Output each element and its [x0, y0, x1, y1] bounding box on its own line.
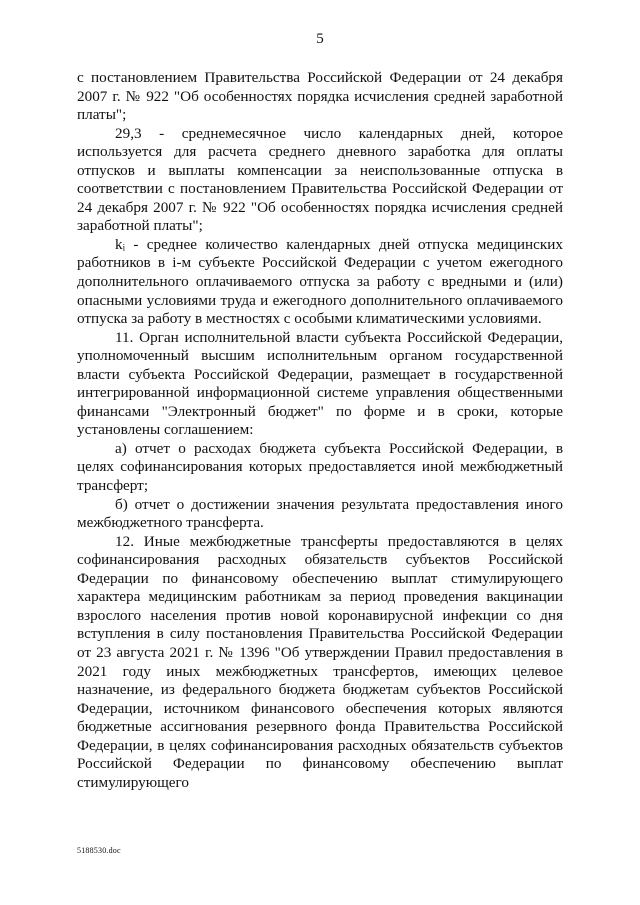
paragraph-item-11-b: б) отчет о достижении значения результата предоставления иного межбюджетного трансферта. — [77, 495, 563, 532]
paragraph-item-11-a: а) отчет о расходах бюджета субъекта Российской Федерации, в целях софинансирования которых предоставляется иной межбюджетный трансферт; — [77, 439, 563, 495]
footer-file-name: 5188530.doc — [77, 846, 121, 855]
paragraph-item-12: 12. Иные межбюджетные трансферты предоставляются в целях софинансирования расходных обязательств субъектов Российской Федерации по финансовому обеспечению выплат стимулирующего характера медицинским работникам за период проведения вакцинации взрослого населения против новой коронавирусной инфекции со дня вступления в силу постановления Правительства Российской Федерации от 23 августа 2021 г. № 1396 "Об утверждении Правил предоставления в 2021 году иных межбюджетных трансфертов, имеющих целевое назначение, из федерального бюджета бюджетам субъектов Российской Федерации, источником финансового обеспечения которых являются бюджетные ассигнования резервного фонда Правительства Российской Федерации, в целях софинансирования расходных обязательств субъектов Российской Федерации по финансовому обеспечению выплат стимулирующего — [77, 532, 563, 791]
document-body — [77, 69, 563, 792]
paragraph-average-days: 29,3 - среднемесячное число календарных дней, которое используется для расчета среднего дневного заработка для оплаты отпусков и выплаты компенсации за неиспользованные отпуска в соответствии с постановлением Правительства Российской Федерации от 24 декабря 2007 г. № 922 "Об особенностях порядка исчисления средней заработной платы"; — [77, 124, 563, 235]
paragraph-decree-reference-end: с постановлением Правительства Российской Федерации от 24 декабря 2007 г. № 922 "Об особенностях порядка исчисления средней заработной платы"; — [77, 69, 563, 124]
paragraph-item-11: 11. Орган исполнительной власти субъекта Российской Федерации, уполномоченный высшим исполнительным органом государственной власти субъекта Российской Федерации, размещает в государственной интегрированной информационной системе управления общественными финансами "Электронный бюджет" по форме и в сроки, которые установлены соглашением: — [77, 328, 563, 439]
paragraph-vacation-coefficient: kᵢ - среднее количество календарных дней отпуска медицинских работников в i-м субъекте Российской Федерации с учетом ежегодного дополнительного оплачиваемого отпуска за работу с вредными и (или) опасными условиями труда и ежегодного дополнительного оплачиваемого отпуска за работу в местностях с особыми климатическими условиями. — [77, 235, 563, 328]
page-number: 5 — [316, 31, 324, 47]
